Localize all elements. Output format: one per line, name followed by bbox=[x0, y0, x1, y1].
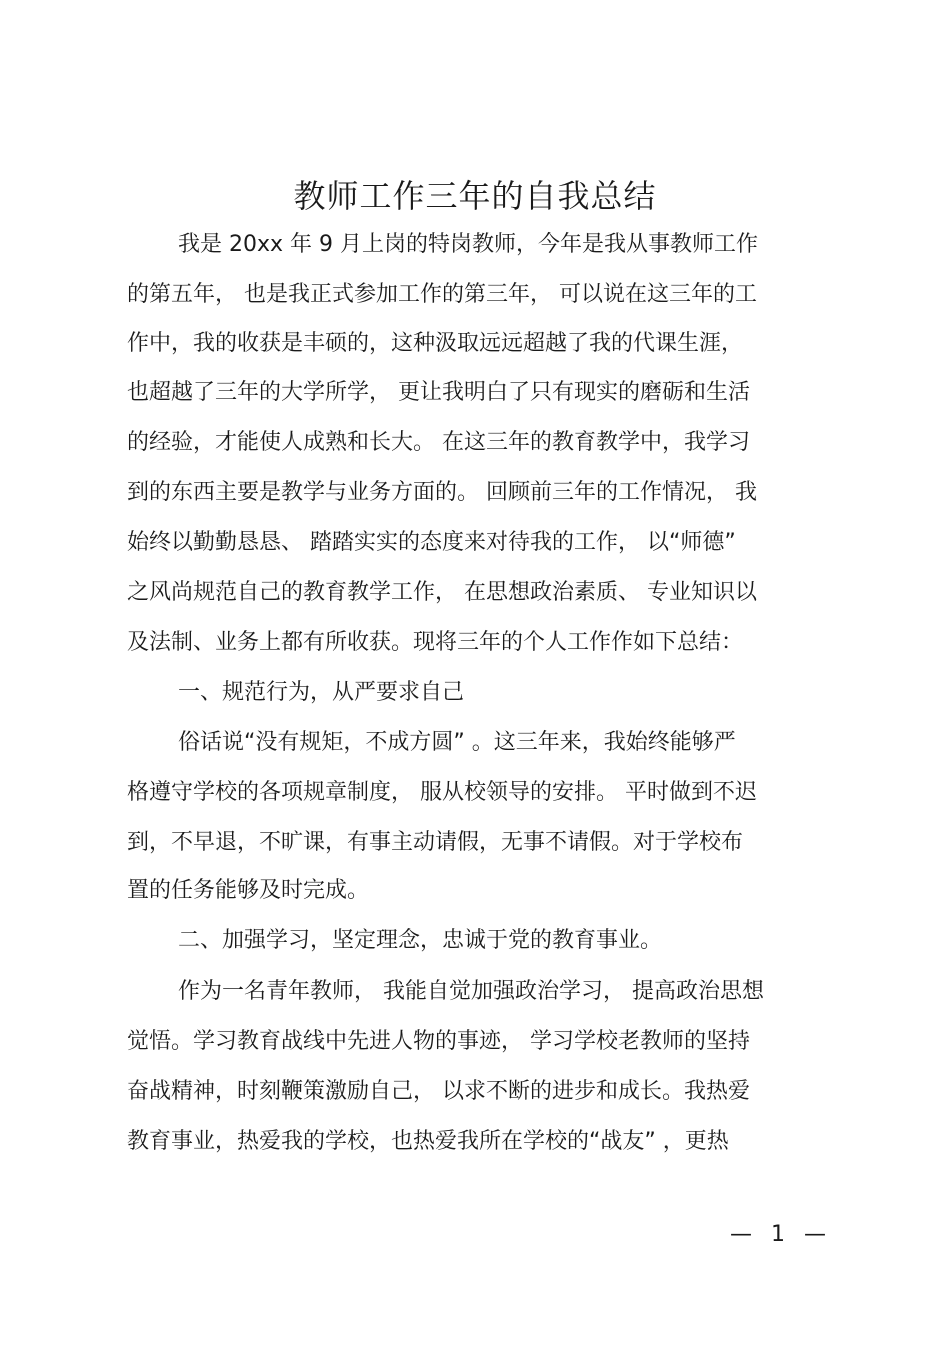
paragraph-line: 也超越了三年的大学所学， 更让我明白了只有现实的磨砺和生活 bbox=[127, 380, 750, 405]
paragraph-line: 始终以勤勤恳恳、 踏踏实实的态度来对待我的工作， 以“师德” bbox=[127, 530, 736, 555]
paragraph-line: 我是 20xx 年 9 月上岗的特岗教师，今年是我从事教师工作 bbox=[178, 232, 759, 257]
paragraph-line: 及法制、业务上都有所收获。现将三年的个人工作作如下总结： bbox=[127, 630, 744, 655]
paragraph-line: 格遵守学校的各项规章制度， 服从校领导的安排。 平时做到不迟 bbox=[127, 780, 757, 805]
paragraph-line: 奋战精神，时刻鞭策激励自己， 以求不断的进步和成长。我热爱 bbox=[127, 1079, 750, 1104]
paragraph-line: 俗话说“没有规矩，不成方圆” 。这三年来，我始终能够严 bbox=[178, 730, 736, 755]
section-heading: 二、加强学习，坚定理念，忠诚于党的教育事业。 bbox=[178, 928, 663, 953]
page-number: — 1 — bbox=[730, 1222, 832, 1247]
paragraph-line: 的第五年， 也是我正式参加工作的第三年， 可以说在这三年的工 bbox=[127, 282, 757, 307]
paragraph-line: 之风尚规范自己的教育教学工作， 在思想政治素质、 专业知识以 bbox=[127, 580, 757, 605]
paragraph-line: 到，不早退，不旷课，有事主动请假，无事不请假。对于学校布 bbox=[127, 830, 744, 855]
paragraph-line: 作中，我的收获是丰硕的，这种汲取远远超越了我的代课生涯， bbox=[127, 331, 744, 356]
paragraph-line: 到的东西主要是教学与业务方面的。 回顾前三年的工作情况， 我 bbox=[127, 480, 757, 505]
paragraph-line: 教育事业，热爱我的学校，也热爱我所在学校的“战友” ，更热 bbox=[127, 1129, 729, 1154]
paragraph-line: 作为一名青年教师， 我能自觉加强政治学习， 提高政治思想 bbox=[178, 979, 764, 1004]
paragraph-line: 的经验，才能使人成熟和长大。 在这三年的教育教学中，我学习 bbox=[127, 430, 750, 455]
paragraph-line: 觉悟。学习教育战线中先进人物的事迹， 学习学校老教师的坚持 bbox=[127, 1029, 750, 1054]
section-heading: 一、规范行为，从严要求自己 bbox=[178, 680, 465, 705]
paragraph-line: 置的任务能够及时完成。 bbox=[127, 878, 370, 903]
document-title: 教师工作三年的自我总结 bbox=[293, 177, 657, 215]
